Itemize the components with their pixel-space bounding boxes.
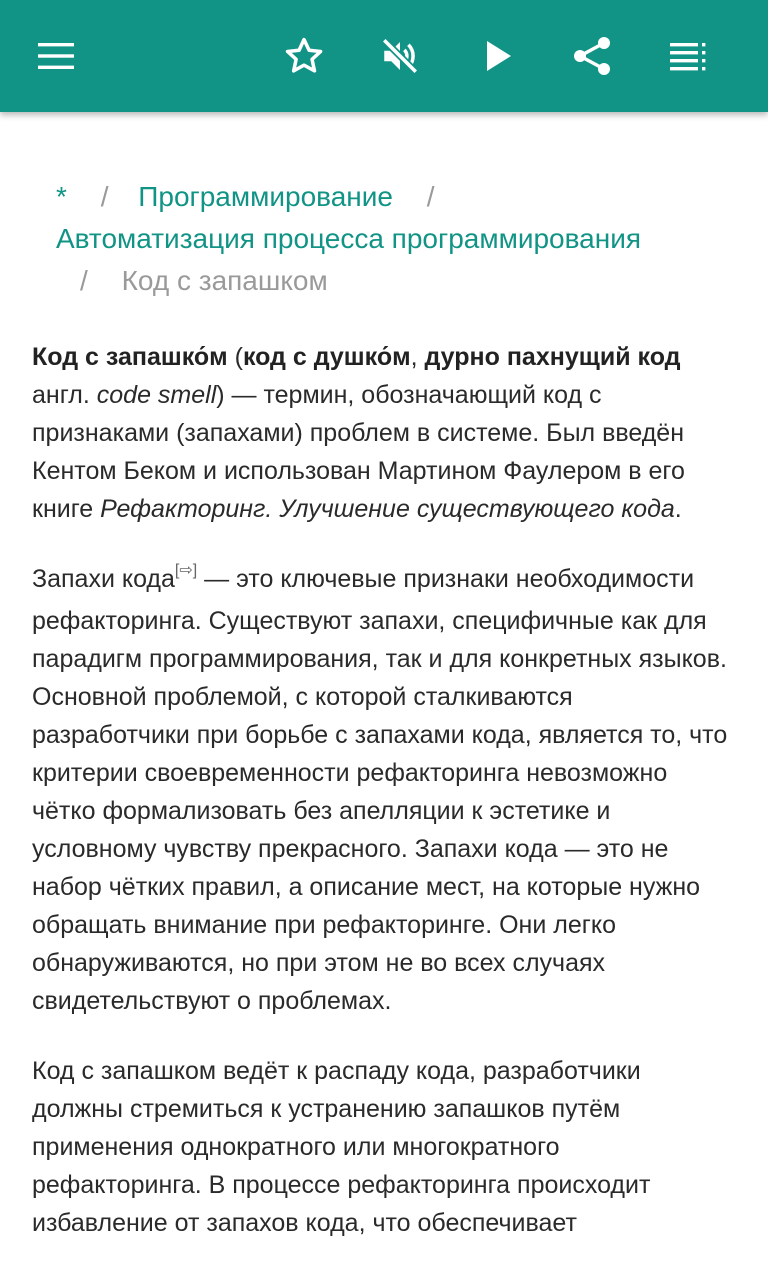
article-synonym: дурно пахнущий код xyxy=(424,343,681,371)
article-paragraph: Запахи кода[⇨] — это ключевые признаки необходимости рефакторинга. Существуют запахи, специфичные как для парадигм программирования, так и для конкретных языков. Основной проблемой, с которой сталкиваются разработчики при борьбе с запахами кода, является то, что критерии своевременности рефакторинга невозможно чётко формализовать без апелляции к эстетике и условному чувству прекрасного. Запахи кода — это не набор чётких правил, а описание мест, на которые нужно обращать внимание при рефакторинге. Они легко обнаруживаются, но при этом не во всех случаях свидетельствуют о проблемах. xyxy=(32,562,728,1015)
english-term: code smell xyxy=(96,381,217,409)
breadcrumb-separator: / xyxy=(426,181,435,212)
sound-toggle-button[interactable] xyxy=(372,28,428,84)
article-paragraph: Код с запашком ведёт к распаду кода, разработчики должны стремиться к устранению запашков путём применения однократного или многократного рефакторинга. В процессе рефакторинга происходит избавление от запахов кода, что обеспечивает xyxy=(32,1057,651,1237)
app-toolbar xyxy=(0,0,768,112)
hamburger-menu-icon xyxy=(36,41,76,71)
share-button[interactable] xyxy=(564,28,620,84)
article-synonym: код с душко́м xyxy=(242,343,411,371)
article-paragraph: Код с запашко́м (код с душко́м, дурно пахнущий код англ. code smell) — термин, обозначающий код с признаками (запахами) проблем в системе. Был введён Кентом Беком и использован Мартином Фаулером в его книге Рефакторинг. Улучшение существующего кода. xyxy=(32,343,685,523)
breadcrumb-link-programming[interactable]: Программирование xyxy=(138,181,393,212)
article-term: Код с запашко́м xyxy=(32,343,228,371)
reference-link[interactable]: [⇨] xyxy=(174,562,198,579)
breadcrumb-root-link[interactable]: * xyxy=(56,181,67,212)
star-outline-icon xyxy=(283,35,325,77)
contents-button[interactable] xyxy=(660,28,716,84)
breadcrumb-link-automation[interactable]: Автоматизация процесса программирования xyxy=(56,223,642,254)
article-body xyxy=(32,338,736,1274)
play-icon xyxy=(483,39,513,73)
breadcrumb-separator: / xyxy=(100,181,109,212)
article-view[interactable] xyxy=(0,112,768,1280)
breadcrumb-current: Код с запашком xyxy=(121,265,328,296)
book-title: Рефакторинг. Улучшение существующего кода xyxy=(100,495,675,523)
favorite-button[interactable] xyxy=(276,28,332,84)
volume-off-icon xyxy=(379,35,421,77)
share-icon xyxy=(572,35,612,77)
play-button[interactable] xyxy=(470,28,526,84)
menu-button[interactable] xyxy=(28,28,84,84)
breadcrumb xyxy=(56,176,736,302)
table-of-contents-icon xyxy=(668,41,708,71)
breadcrumb-separator: / xyxy=(80,265,88,296)
